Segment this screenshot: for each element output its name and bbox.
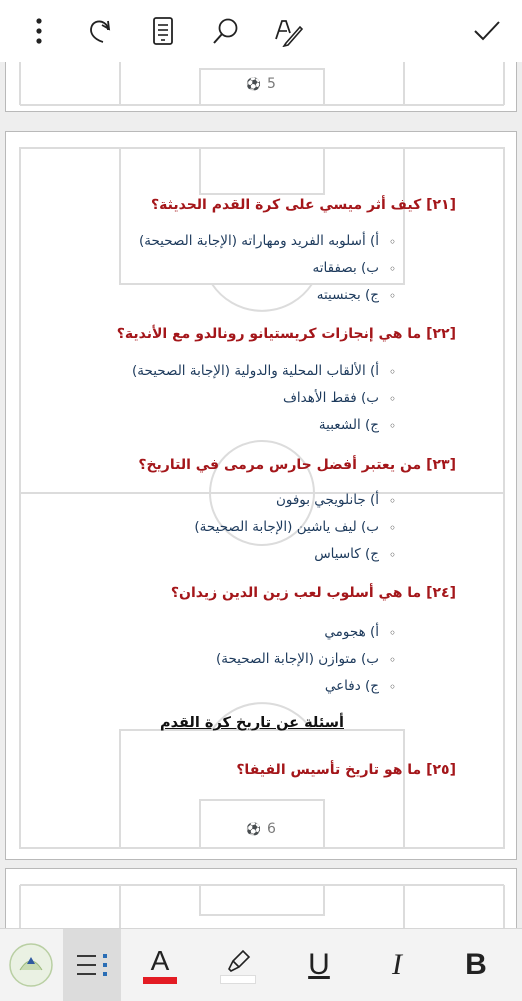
highlighter-icon xyxy=(223,947,253,973)
question-23-option-a[interactable]: أ) جانلويجي بوفون xyxy=(275,492,379,508)
italic-button[interactable] xyxy=(368,929,426,1001)
list-bullet: ◦ xyxy=(389,289,397,303)
more-options-button[interactable] xyxy=(18,10,60,52)
document-page-next xyxy=(5,868,517,928)
page-number-current: ⚽ 6 xyxy=(246,821,276,837)
list-bullet: ◦ xyxy=(389,680,397,694)
underline-label: U xyxy=(308,948,330,981)
question-23-option-b[interactable]: ب) ليف ياشين (الإجابة الصحيحة) xyxy=(194,519,379,535)
list-bullet: ◦ xyxy=(389,392,397,406)
italic-label: I xyxy=(392,948,402,981)
font-color-swatch xyxy=(143,977,177,984)
list-bullet: ◦ xyxy=(389,262,397,276)
search-button[interactable] xyxy=(205,10,247,52)
search-icon xyxy=(211,16,241,46)
question-21[interactable]: [٢١] كيف أثر ميسي على كرة القدم الحديثة؟ xyxy=(151,197,456,213)
list-bullet: ◦ xyxy=(389,521,397,535)
redo-icon xyxy=(86,16,116,46)
soccer-ball-icon: ⚽ xyxy=(246,77,262,91)
question-21-option-a[interactable]: أ) أسلوبه الفريد ومهاراته (الإجابة الصحيحة) xyxy=(138,233,379,249)
list-bullet: ◦ xyxy=(389,235,397,249)
question-24-option-a[interactable]: أ) هجومي xyxy=(324,624,379,640)
app-logo-button[interactable] xyxy=(0,929,62,1001)
list-bullet: ◦ xyxy=(389,626,397,640)
underline-button[interactable] xyxy=(290,929,348,1001)
reading-view-icon xyxy=(151,16,175,46)
app-logo-icon xyxy=(8,942,54,988)
ink-pen-icon xyxy=(272,15,304,47)
format-toolbar xyxy=(0,928,522,1001)
list-bullet: ◦ xyxy=(389,653,397,667)
question-24-option-b[interactable]: ب) متوازن (الإجابة الصحيحة) xyxy=(215,651,379,667)
question-25[interactable]: [٢٥] ما هو تاريخ تأسيس الفيفا؟ xyxy=(236,762,456,778)
bullets-list-button[interactable] xyxy=(63,929,121,1001)
question-22-option-b[interactable]: ب) فقط الأهداف xyxy=(282,390,379,406)
more-vert-icon xyxy=(35,17,43,45)
question-21-option-c[interactable]: ج) بجنسيته xyxy=(316,287,379,303)
done-button[interactable] xyxy=(466,10,508,52)
list-bullet: ◦ xyxy=(389,494,397,508)
question-23-option-c[interactable]: ج) كاسياس xyxy=(314,546,379,562)
font-color-label: A xyxy=(150,944,170,976)
document-page-previous xyxy=(5,62,517,112)
list-bullet: ◦ xyxy=(389,419,397,433)
question-23[interactable]: [٢٣] من يعتبر أفضل حارس مرمى في التاريخ؟ xyxy=(138,457,456,473)
question-24-option-c[interactable]: ج) دفاعي xyxy=(324,678,379,694)
question-24[interactable]: [٢٤] ما هي أسلوب لعب زين الدين زيدان؟ xyxy=(170,585,456,601)
checkmark-icon xyxy=(472,19,502,43)
reading-view-button[interactable] xyxy=(142,10,184,52)
document-canvas[interactable] xyxy=(0,62,522,928)
question-21-option-b[interactable]: ب) بصفقاته xyxy=(312,260,379,276)
ink-pen-button[interactable] xyxy=(267,10,309,52)
bold-button[interactable] xyxy=(446,929,506,1001)
list-bullet: ◦ xyxy=(389,365,397,379)
football-field-background xyxy=(6,869,517,928)
section-heading[interactable]: أسئلة عن تاريخ كرة القدم xyxy=(159,715,344,731)
list-bullet: ◦ xyxy=(389,548,397,562)
question-22-option-a[interactable]: أ) الألقاب المحلية والدولية (الإجابة الصحيحة) xyxy=(131,363,379,379)
soccer-ball-icon: ⚽ xyxy=(246,822,262,836)
question-22-option-c[interactable]: ج) الشعبية xyxy=(318,417,379,433)
page-number-previous: ⚽ 5 xyxy=(246,76,276,92)
highlight-button[interactable] xyxy=(208,929,268,1001)
bold-label: B xyxy=(465,948,487,981)
question-22[interactable]: [٢٢] ما هي إنجازات كريستيانو رونالدو مع الأندية؟ xyxy=(116,326,456,342)
bullet-list-icon xyxy=(76,950,108,980)
highlight-color-swatch xyxy=(220,975,256,984)
font-color-button[interactable] xyxy=(130,929,190,1001)
document-page-current xyxy=(5,131,517,860)
redo-button[interactable] xyxy=(80,10,122,52)
top-toolbar xyxy=(0,0,522,63)
